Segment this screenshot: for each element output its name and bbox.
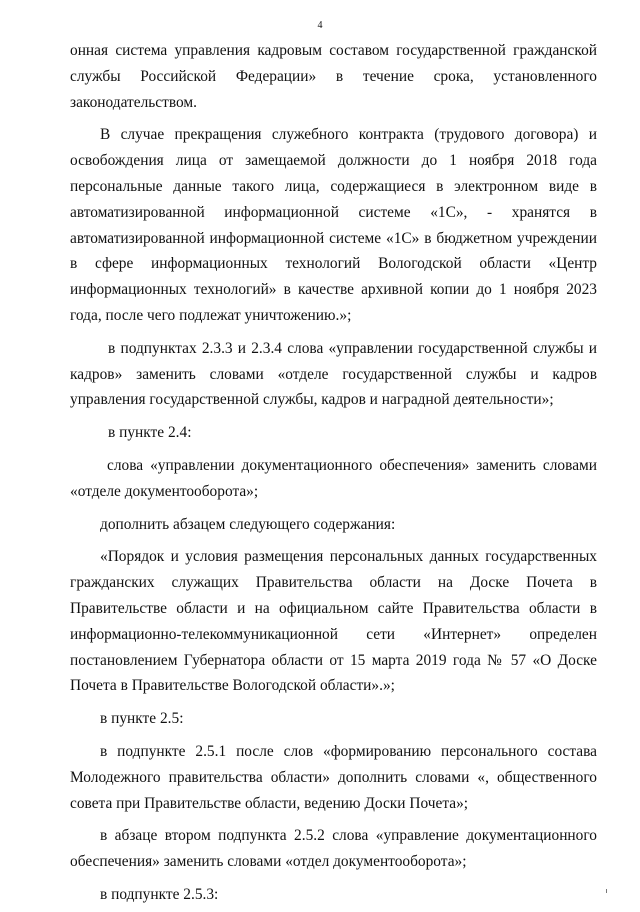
paragraph-point-2-5: в пункте 2.5: (100, 710, 184, 728)
paragraph-contract-termination: В случае прекращения служебного контракта (трудового договора) и освобождения лица от замещаемой должности до 1 ноября 2018 года персональные данные такого лица, содержащиеся в электронном виде в автоматизированной информационной системе «1С», - хранятся в автоматизированной информационной системе «1С» в бюджетном учреждении в сфере информационных технологий Вологодской области «Центр информационных технологий» в качестве архивной копии до 1 ноября 2023 года, после чего подлежат уничтожению.»; (70, 126, 597, 324)
paragraph-subpoint-2-5-2: в абзаце втором подпункта 2.5.2 слова «управление документационного обеспечения» заменить словами «отдел документооборота»; (70, 827, 597, 871)
paragraph-subpoint-2-5-1: в подпункте 2.5.1 после слов «формированию персонального состава Молодежного правительства области» дополнить словами «, общественного совета при Правительстве области, ведению Доски Почета»; (70, 742, 597, 812)
scan-speck (606, 889, 607, 893)
page-number: 4 (317, 20, 323, 31)
paragraph-add-clause: дополнить абзацем следующего содержания: (100, 515, 396, 533)
paragraph-honor-board: «Порядок и условия размещения персональных данных государственных гражданских служащих Правительства области на Доске Почета в Правительстве области и на официальном сайте Правительства области в информационно-телекоммуникационной сети «Интернет» определен постановлением Губернатора области от 15 марта 2019 года № 57 «О Доске Почета в Правительстве Вологодской области».»; (70, 548, 597, 695)
document-body (70, 38, 597, 912)
paragraph-subpoints-2-3: в подпунктах 2.3.3 и 2.3.4 слова «управлении государственной службы и кадров» заменить словами «отделе государственной службы и кадров управления государственной службы, кадров и наградной деятельности»; (70, 339, 597, 409)
paragraph-subpoint-2-5-3: в подпункте 2.5.3: (100, 885, 219, 903)
paragraph-point-2-4: в пункте 2.4: (108, 424, 192, 442)
paragraph-continuation: онная система управления кадровым составом государственной гражданской службы Российской Федерации» в течение срока, установленного законодательством. (70, 42, 597, 111)
paragraph-words-replace: слова «управлении документационного обеспечения» заменить словами «отделе документооборота»; (70, 456, 597, 500)
